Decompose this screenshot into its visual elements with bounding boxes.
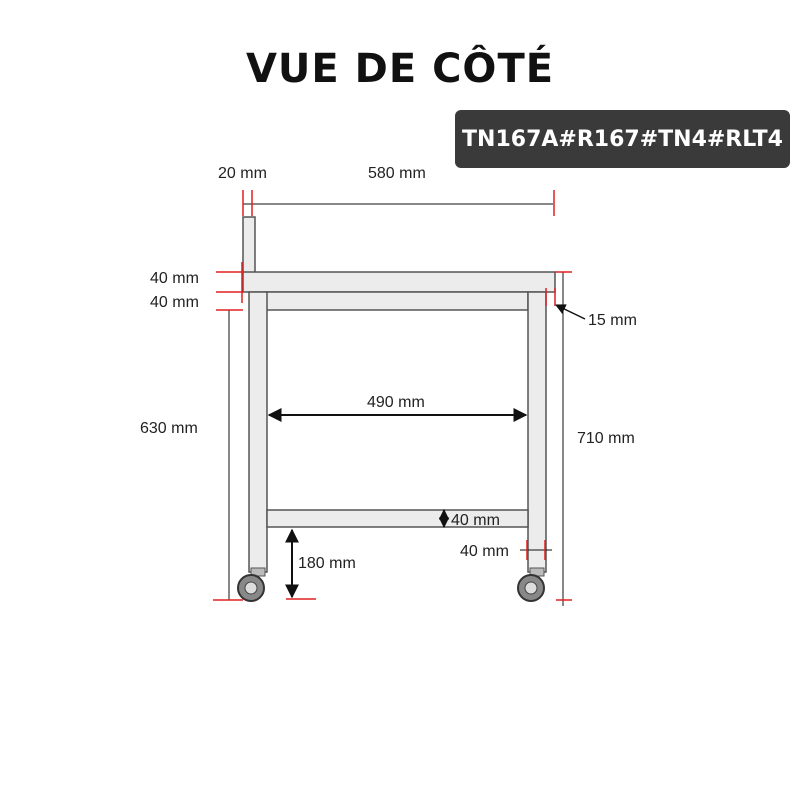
top-thickness-label: 40 mm [150, 270, 199, 287]
shelf-height-label: 630 mm [140, 420, 198, 437]
right-caster [518, 568, 544, 601]
leg-width-label: 40 mm [460, 543, 509, 560]
table-top [243, 272, 555, 292]
overhang-label: 15 mm [588, 312, 637, 329]
product-code-text: TN167A#R167#TN4#RLT4 [462, 126, 783, 152]
upper-crossbar [266, 292, 528, 310]
left-caster [238, 568, 265, 601]
floor-clearance-label: 180 mm [298, 555, 356, 572]
overhang-leader [556, 305, 585, 319]
backsplash [243, 217, 255, 273]
top-depth-label: 580 mm [368, 165, 426, 182]
page-title: VUE DE CÔTÉ [245, 46, 555, 92]
total-height-label: 710 mm [577, 430, 635, 447]
backsplash-thickness-label: 20 mm [218, 165, 267, 182]
right-leg [528, 292, 546, 572]
left-leg [249, 292, 267, 572]
frame-height-label: 40 mm [150, 294, 199, 311]
inner-width-label: 490 mm [367, 394, 425, 411]
lower-bar-height-label: 40 mm [451, 512, 500, 529]
